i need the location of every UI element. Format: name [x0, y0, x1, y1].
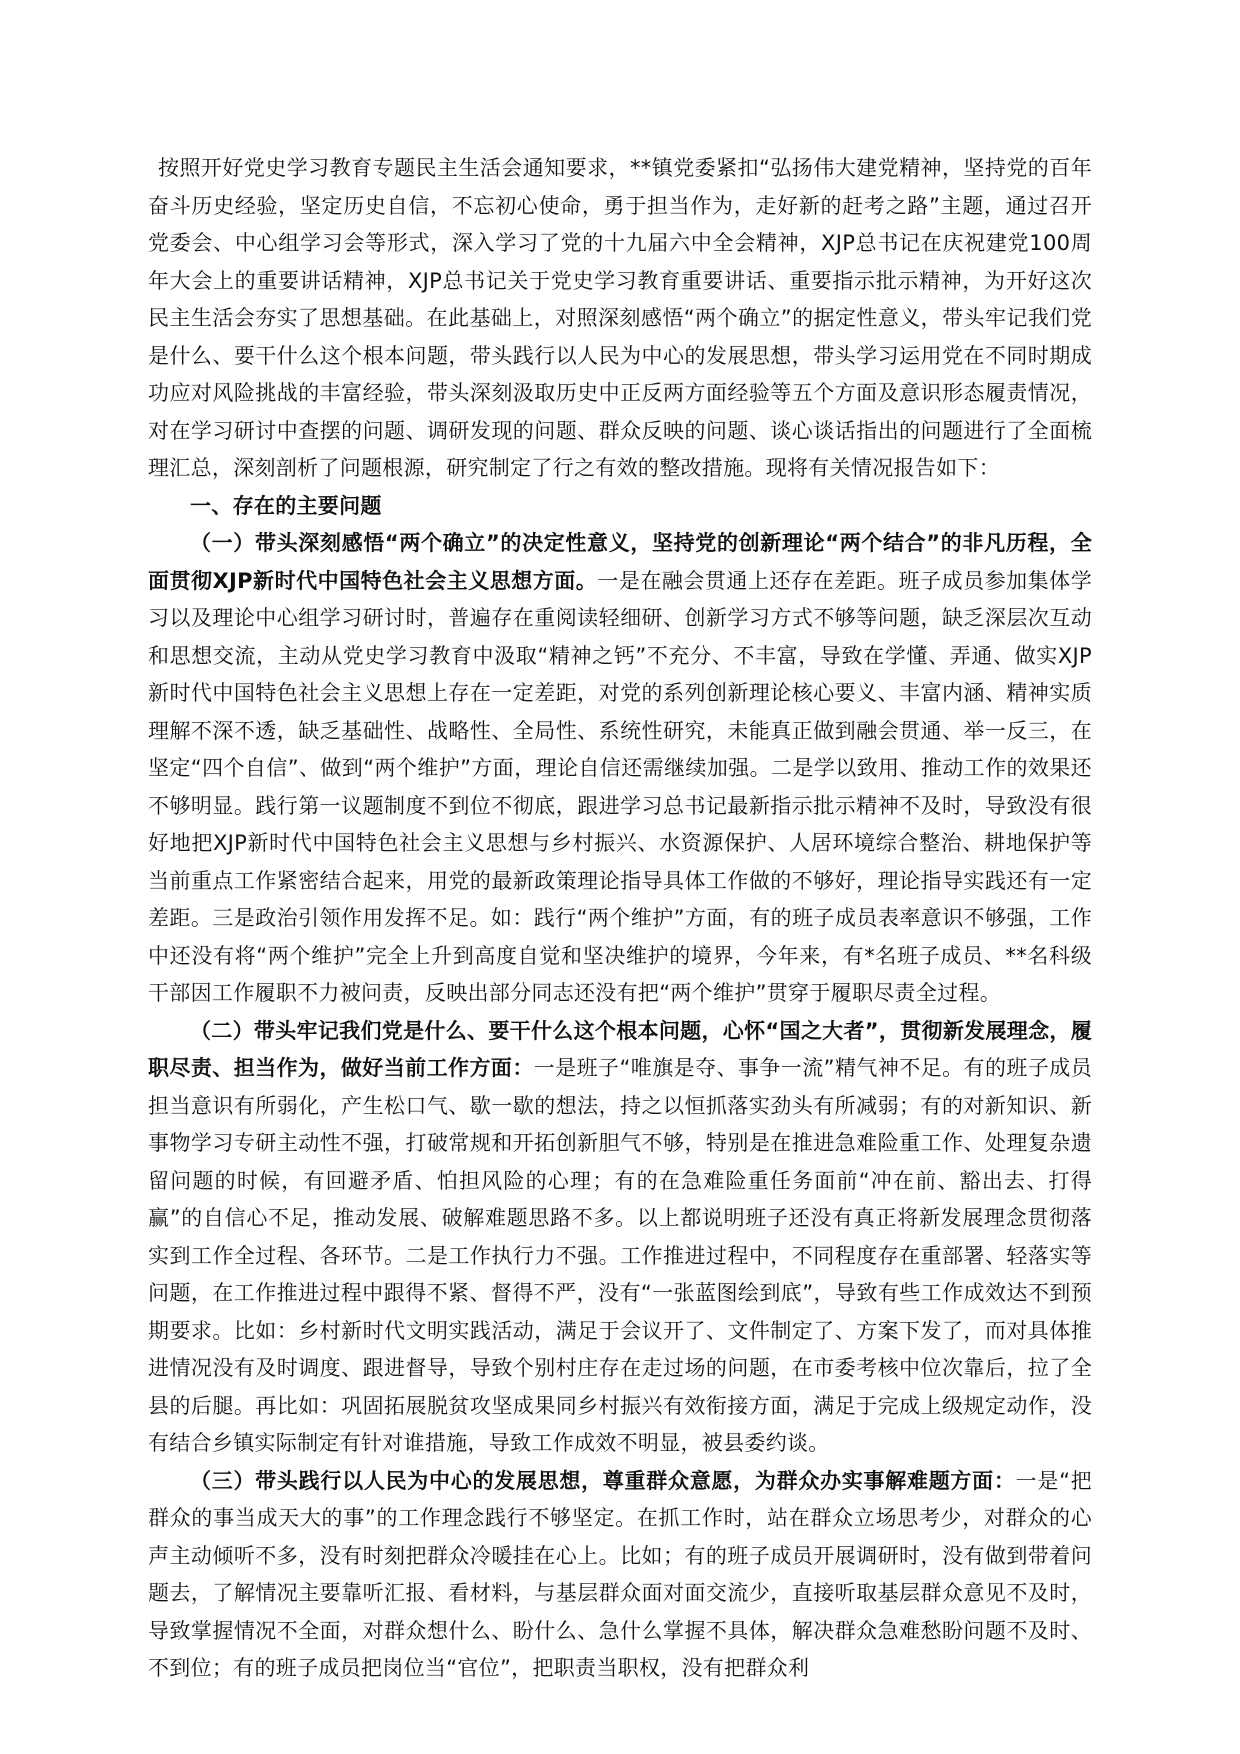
subsection-paragraph	[148, 525, 1092, 1013]
subsection-body: 一是班子“唯旗是夺、事争一流”精气神不足。有的班子成员担当意识有所弱化，产生松口气、歇一歇的想法，持之以恒抓落实劲头有所减弱；有的对新知识、新事物学习专研主动性不强，打破常规和开拓创新胆气不够，特别是在推进急难险重工作、处理复杂遗留问题的时候，有回避矛盾、怕担风险的心理；有的在急难险重任务面前“冲在前、豁出去、打得赢”的自信心不足，推动发展、破解难题思路不多。以上都说明班子还没有真正将新发展理念贯彻落实到工作全过程、各环节。二是工作执行力不强。工作推进过程中，不同程度存在重部署、轻落实等问题，在工作推进过程中跟得不紧、督得不严，没有“一张蓝图绘到底”，导致有些工作成效达不到预期要求。比如：乡村新时代文明实践活动，满足于会议开了、文件制定了、方案下发了，而对具体推进情况没有及时调度、跟进督导，导致个别村庄存在走过场的问题，在市委考核中位次靠后，拉了全县的后腿。再比如：巩固拓展脱贫攻坚成果同乡村振兴有效衔接方面，满足于完成上级规定动作，没有结合乡镇实际制定有针对谁措施，导致工作成效不明显，被县委约谈。	[148, 1056, 1092, 1455]
document-page	[148, 150, 1092, 1688]
subsection-paragraph	[148, 1463, 1092, 1688]
subsection-body: 一是“把群众的事当成天大的事”的工作理念践行不够坚定。在抓工作时，站在群众立场思考少，对群众的心声主动倾听不多，没有时刻把群众冷暖挂在心上。比如；有的班子成员开展调研时，没有做到带着问题去，了解情况主要靠听汇报、看材料，与基层群众面对面交流少，直接听取基层群众意见不及时，导致掌握情况不全面，对群众想什么、盼什么、急什么掌握不具体，解决群众急难愁盼问题不及时、不到位；有的班子成员把岗位当“官位”，把职责当职权，没有把群众利	[148, 1468, 1092, 1680]
subsection-paragraph	[148, 1013, 1092, 1463]
intro-paragraph: 按照开好党史学习教育专题民主生活会通知要求，**镇党委紧扣“弘扬伟大建党精神，坚持党的百年奋斗历史经验，坚定历史自信，不忘初心使命，勇于担当作为，走好新的赶考之路”主题，通过召开党委会、中心组学习会等形式，深入学习了党的十九届六中全会精神，XJP总书记在庆祝建党100周年大会上的重要讲话精神，XJP总书记关于党史学习教育重要讲话、重要指示批示精神，为开好这次民主生活会夯实了思想基础。在此基础上，对照深刻感悟“两个确立”的据定性意义，带头牢记我们党是什么、要干什么这个根本问题，带头践行以人民为中心的发展思想，带头学习运用党在不同时期成功应对风险挑战的丰富经验，带头深刻汲取历史中正反两方面经验等五个方面及意识形态履责情况，对在学习研讨中查摆的问题、调研发现的问题、群众反映的问题、谈心谈话指出的问题进行了全面梳理汇总，深刻剖析了问题根源，研究制定了行之有效的整改措施。现将有关情况报告如下：	[148, 156, 1092, 480]
subsection-lead: （二）带头牢记我们党是什么、要干什么这个根本问题，心怀“国之大者”，贯彻新发展理念，履职尽责、担当作为，做好当前工作方面：	[148, 1018, 1092, 1080]
section-heading: 一、存在的主要问题	[190, 493, 382, 518]
subsection-lead: （一）带头深刻感悟“两个确立”的决定性意义，坚持党的创新理论“两个结合”的非凡历程，全面贯彻XJP新时代中国特色社会主义思想方面。	[148, 531, 1092, 593]
subsection-lead: （三）带头践行以人民为中心的发展思想，尊重群众意愿，为群众办实事解难题方面：	[190, 1468, 1016, 1493]
subsection-body: 一是在融会贯通上还存在差距。班子成员参加集体学习以及理论中心组学习研讨时，普遍存在重阅读轻细研、创新学习方式不够等问题，缺乏深层次互动和思想交流，主动从党史学习教育中汲取“精神之钙”不充分、不丰富，导致在学懂、弄通、做实XJP新时代中国特色社会主义思想上存在一定差距，对党的系列创新理论核心要义、丰富内涵、精神实质理解不深不透，缺乏基础性、战略性、全局性、系统性研究，未能真正做到融会贯通、举一反三，在坚定“四个自信”、做到“两个维护”方面，理论自信还需继续加强。二是学以致用、推动工作的效果还不够明显。践行第一议题制度不到位不彻底，跟进学习总书记最新指示批示精神不及时，导致没有很好地把XJP新时代中国特色社会主义思想与乡村振兴、水资源保护、人居环境综合整治、耕地保护等当前重点工作紧密结合起来，用党的最新政策理论指导具体工作做的不够好，理论指导实践还有一定差距。三是政治引领作用发挥不足。如：践行“两个维护”方面，有的班子成员表率意识不够强，工作中还没有将“两个维护”完全上升到高度自觉和坚决维护的境界，今年来，有*名班子成员、**名科级干部因工作履职不力被问责，反映出部分同志还没有把“两个维护”贯穿于履职尽责全过程。	[148, 568, 1092, 1005]
